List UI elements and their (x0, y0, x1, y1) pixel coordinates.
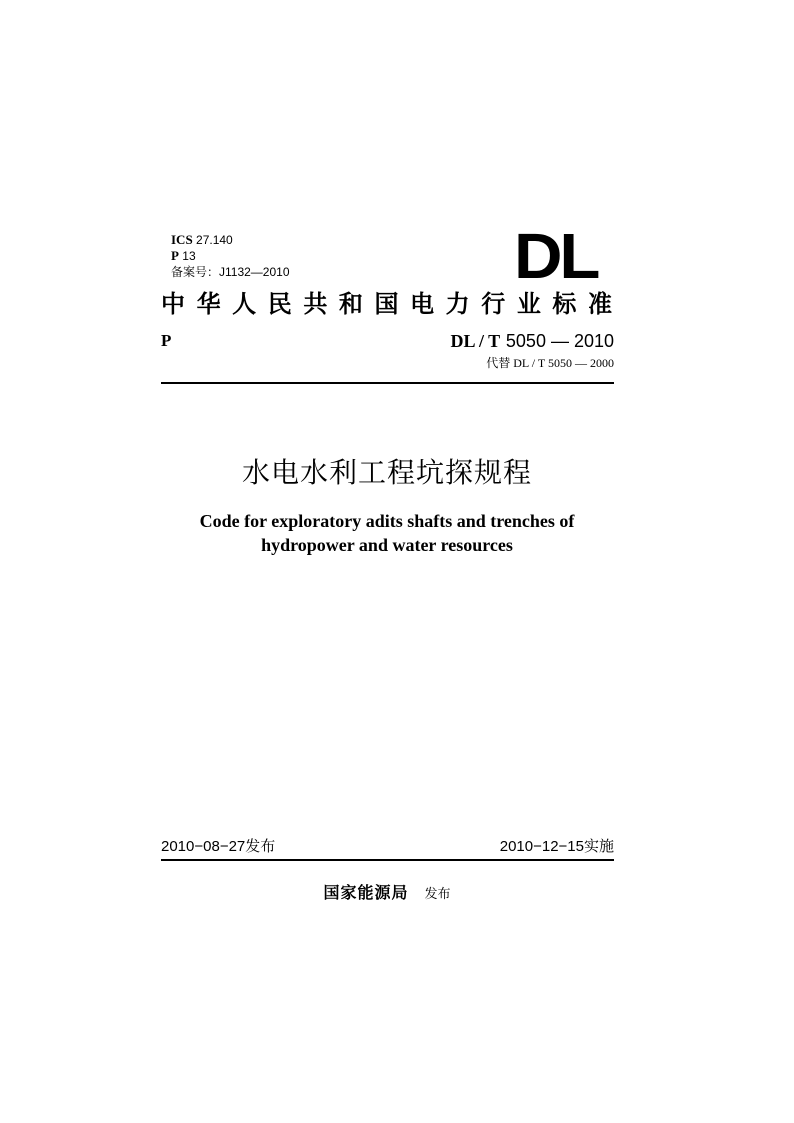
record-number: 备案号：J1132—2010 (171, 265, 290, 279)
chinese-title: 水电水利工程坑探规程 (241, 456, 532, 489)
bottom-divider (161, 859, 614, 861)
category-value: 13 (182, 249, 196, 263)
issuer (0, 882, 774, 906)
issuer-organization: 国家能源局 (323, 883, 409, 902)
english-title-line-2: hydropower and water resources (261, 535, 513, 555)
top-divider (161, 382, 614, 384)
industry-standard-title: 中华人民共和国电力行业标准 (161, 289, 614, 318)
category-code (171, 248, 196, 264)
issuer-action: 发布 (424, 887, 451, 902)
ics-code (171, 232, 233, 248)
issue-date: 2010−08−27发布 (161, 838, 276, 855)
english-title-line-1: Code for exploratory adits shafts and trenches of (199, 511, 575, 531)
standard-prefix: P (161, 331, 172, 350)
category-label: P (171, 248, 179, 263)
dl-logo: DL (514, 220, 598, 292)
implementation-date: 2010−12−15实施 (499, 838, 614, 855)
replaces-note: 代替 DL / T 5050 — 2000 (486, 356, 614, 370)
standard-number (450, 330, 614, 353)
ics-value: 27.140 (196, 233, 233, 247)
standard-code: DL / T (450, 331, 501, 351)
standard-year: 5050 — 2010 (505, 331, 614, 351)
ics-label: ICS (171, 232, 193, 247)
